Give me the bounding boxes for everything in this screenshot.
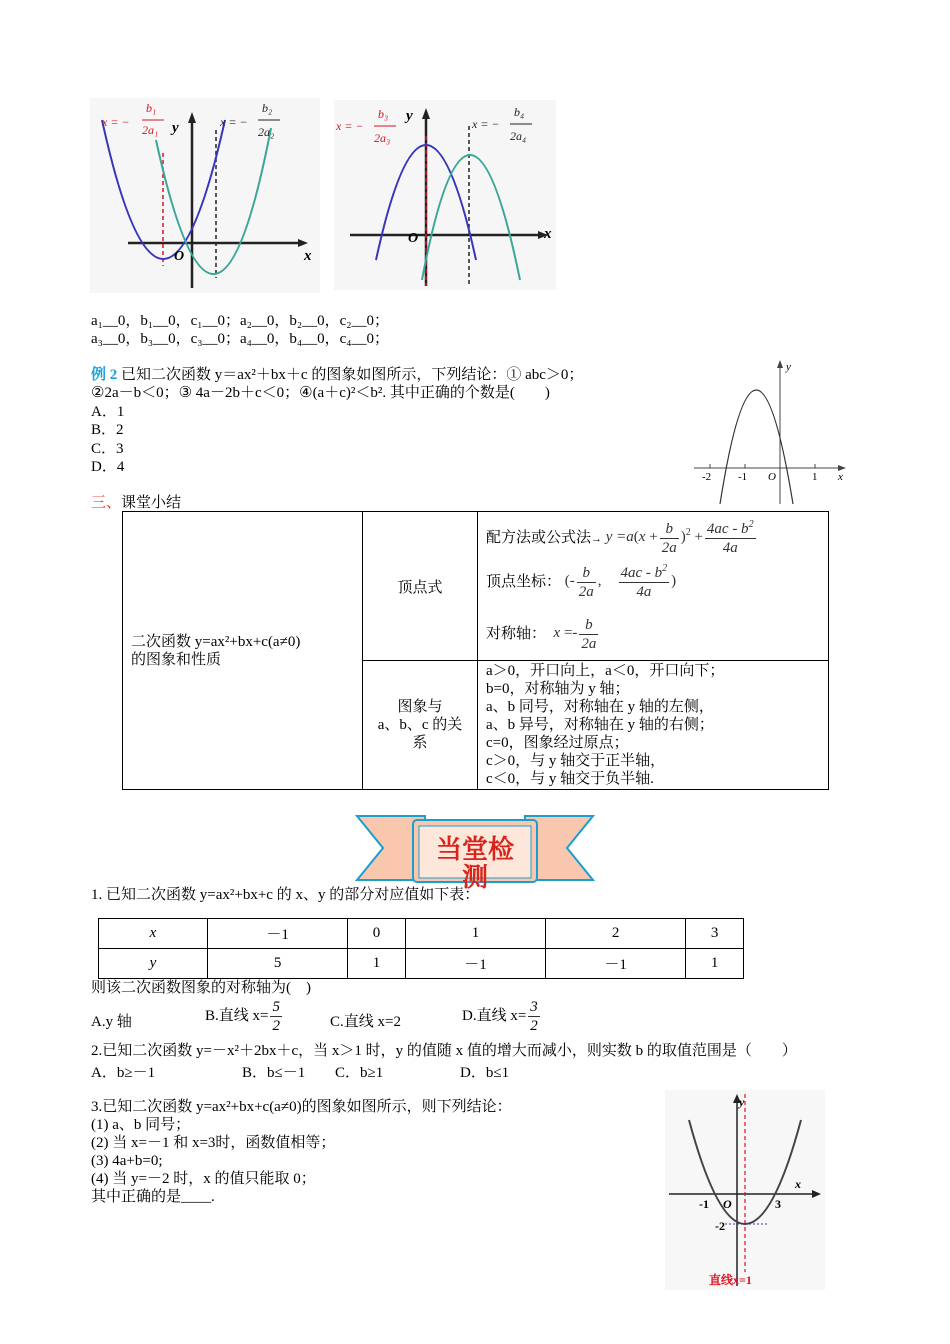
svg-text:3: 3 (775, 1197, 781, 1211)
relation-item: c＞0，与 y 轴交于正半轴， (486, 753, 666, 769)
svg-text:-1: -1 (738, 471, 748, 483)
q1-option-c: C.直线 x=2 (330, 1014, 401, 1030)
svg-text:2a₂: 2a₂ (258, 125, 275, 139)
svg-text:1: 1 (812, 471, 818, 483)
quiz-banner (355, 814, 595, 890)
relation-list (478, 661, 829, 790)
q3-axis-label: 直线x=1 (709, 1273, 752, 1287)
blank-row-1: a₁__0，b₁__0，c₁__0；a₂__0，b₂__0，c₂__0； (91, 313, 390, 329)
svg-text:b₁: b₁ (146, 101, 157, 115)
q3-item-2: (2) 当 x=－1 和 x=3时，函数值相等； (91, 1135, 336, 1151)
svg-text:x = −: x = − (336, 119, 364, 133)
q3-answer: 其中正确的是____. (91, 1189, 215, 1205)
svg-text:b₃: b₃ (378, 107, 389, 121)
svg-text:2a₃: 2a₃ (374, 131, 391, 145)
example2-option-a: A．1 (91, 404, 125, 420)
q2-option-b: B．b≤－1 (242, 1065, 306, 1081)
svg-text:O: O (174, 249, 185, 264)
blank-row-2: a₃__0，b₃__0，c₃__0；a₄__0，b₄__0，c₄__0； (91, 331, 390, 347)
relation-label: 图象与 a、b、c 的关 系 (363, 661, 478, 790)
q1-option-b: B.直线 x= $\frac{5}{2}$ (205, 999, 280, 1034)
relation-item: a＞0，开口向上，a＜0，开口向下； (486, 663, 725, 679)
q2-option-c: C．b≥1 (335, 1065, 384, 1081)
relation-item: a、b 异号，对称轴在 y 轴的右侧； (486, 717, 714, 733)
q1-option-d: D.直线 x= $\frac{3}{2}$ (462, 999, 538, 1034)
svg-text:-2: -2 (715, 1219, 725, 1233)
relation-item: a、b 同号，对称轴在 y 轴的左侧， (486, 699, 714, 715)
example2-graph (690, 356, 850, 506)
svg-text:b₂: b₂ (262, 101, 273, 115)
example2-tag: 例 2 (91, 367, 118, 383)
q2-stem: 2.已知二次函数 y=－x²＋2bx＋c，当 x＞1 时，y 的值随 x 值的增大而减小，则实数 b 的取值范围是（ ） (91, 1043, 797, 1059)
q3-item-1: (1) a、b 同号； (91, 1117, 191, 1133)
summary-heading: 三、课堂小结 (91, 495, 182, 511)
table-row: y 5 1 －1 －1 1 (99, 949, 744, 979)
q3-item-4: (4) 当 y=－2 时，x 的值只能取 0； (91, 1171, 316, 1187)
vertex-coord-line: 顶点坐标： (- $\frac{b}{2a}$ , $\frac{4ac - b^2}{4a}$ ) (486, 562, 677, 600)
q3-graph (665, 1090, 825, 1290)
banner-line2: 测 (461, 863, 489, 890)
q1-option-a: A.y 轴 (91, 1014, 132, 1030)
vertex-form-label: 顶点式 (363, 512, 478, 661)
svg-text:y: y (406, 108, 413, 124)
svg-text:2a₄: 2a₄ (510, 129, 527, 143)
example2-option-b: B．2 (91, 422, 124, 438)
svg-text:x = −: x = − (472, 117, 500, 131)
svg-text:y: y (739, 1095, 745, 1109)
example2-line2: ②2a－b＜0；③ 4a－2b＋c＜0；④(a＋c)²＜b². 其中正确的个数是( ) (91, 385, 550, 401)
svg-text:O: O (723, 1197, 732, 1211)
top-left-graph (90, 98, 320, 293)
svg-text:2a₁: 2a₁ (142, 123, 159, 137)
q2-option-a: A．b≥－1 (91, 1065, 156, 1081)
summary-left-cell: 二次函数 y=ax²+bx+c(a≠0) 的图象和性质 (123, 512, 363, 790)
label-x1: x = − (102, 115, 130, 129)
table-row: x －1 0 1 2 3 (99, 919, 744, 949)
summary-table (122, 511, 829, 790)
q3-stem: 3.已知二次函数 y=ax²+bx+c(a≠0)的图象如图所示，则下列结论： (91, 1099, 512, 1115)
q1-ask: 则该二次函数图象的对称轴为( ) (91, 980, 311, 996)
vertex-form-cell (478, 512, 829, 661)
svg-text:x: x (838, 471, 843, 483)
example2-option-c: C．3 (91, 441, 124, 457)
example2-line1: 例 2 已知二次函数 y＝ax²＋bx＋c 的图象如图所示，下列结论：① abc＞0； (91, 367, 584, 383)
q3-item-3: (3) 4a+b=0; (91, 1153, 163, 1169)
top-right-graph (334, 100, 556, 290)
svg-text:O: O (408, 231, 419, 246)
relation-item: c=0，图象经过原点； (486, 735, 629, 751)
example2-option-d: D．4 (91, 459, 125, 475)
q1-table (98, 918, 744, 979)
label-x2: x = − (220, 115, 248, 129)
axis-sym-line: 对称轴： x =- $\frac{b}{2a}$ (486, 616, 597, 652)
svg-text:y: y (172, 120, 179, 136)
q1-stem: 1. 已知二次函数 y=ax²+bx+c 的 x、y 的部分对应值如下表： (91, 887, 480, 903)
relation-item: c＜0，与 y 轴交于负半轴. (486, 771, 654, 787)
q2-option-d: D．b≤1 (460, 1065, 510, 1081)
svg-text:y: y (786, 361, 791, 373)
svg-text:-1: -1 (699, 1197, 709, 1211)
svg-text:-2: -2 (702, 471, 712, 483)
svg-text:x: x (304, 248, 312, 264)
svg-text:O: O (768, 471, 776, 483)
svg-text:b₄: b₄ (514, 105, 525, 119)
relation-item: b=0，对称轴为 y 轴； (486, 681, 630, 697)
svg-text:x: x (544, 226, 552, 242)
svg-text:x: x (795, 1177, 801, 1191)
banner-line1: 当堂检 (435, 835, 515, 864)
formula-line: 配方法或公式法→ y =a(x + $\frac{b}{2a}$ )$^2$ + $\frac{4ac - b^2}{4a}$ (486, 518, 754, 556)
